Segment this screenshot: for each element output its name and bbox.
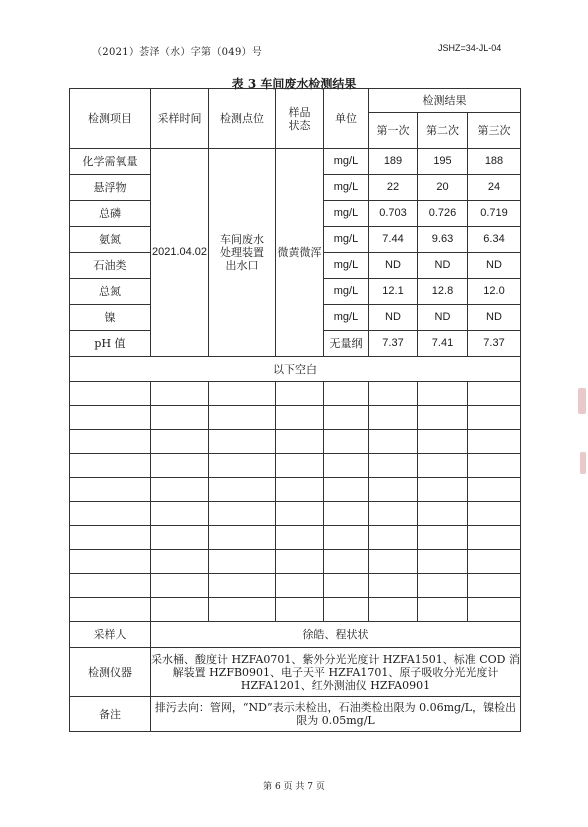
sample-location: 车间废水处理装置出水口: [209, 149, 276, 357]
result-2: ND: [418, 305, 468, 331]
result-1: 12.1: [369, 279, 418, 305]
result-2: ND: [418, 253, 468, 279]
item-name: 化学需氧量: [70, 149, 151, 175]
result-1: 22: [369, 175, 418, 201]
result-3: 12.0: [468, 279, 521, 305]
result-2: 20: [418, 175, 468, 201]
result-2: 12.8: [418, 279, 468, 305]
result-1: 7.44: [369, 227, 418, 253]
result-3: 188: [468, 149, 521, 175]
stamp-edge-mark: [578, 388, 586, 414]
empty-row: [70, 574, 521, 598]
form-code: JSHZ=34-JL-04: [438, 43, 502, 53]
result-1: 0.703: [369, 201, 418, 227]
sampler-label: 采样人: [70, 622, 151, 648]
item-name: 氨氮: [70, 227, 151, 253]
header-sample-state: 样品状态: [276, 89, 324, 149]
item-name: 悬浮物: [70, 175, 151, 201]
remarks-label: 备注: [70, 697, 151, 732]
result-1: 7.37: [369, 331, 418, 357]
stamp-edge-mark: [580, 452, 586, 474]
doc-number: （2021）荟泽（水）字第（049）号: [92, 47, 263, 58]
empty-row: [70, 454, 521, 478]
wastewater-results-table: [69, 88, 521, 732]
unit-cell: mg/L: [324, 253, 369, 279]
header-item: 检测项目: [70, 89, 151, 149]
result-3: 6.34: [468, 227, 521, 253]
result-2: 0.726: [418, 201, 468, 227]
sample-state: 微黄微浑: [276, 149, 324, 357]
table-row: [70, 149, 521, 175]
blank-note: 以下空白: [70, 357, 521, 382]
instruments-value: 采水桶、酸度计 HZFA0701、紫外分光光度计 HZFA1501、标准 COD 消解装置 HZFB0901、电子天平 HZFA1701、原子吸收分光光度计 HZFA1201、红外测油仪 HZFA0901: [151, 648, 521, 697]
header-first: 第一次: [369, 113, 418, 149]
result-3: ND: [468, 253, 521, 279]
unit-cell: 无量纲: [324, 331, 369, 357]
result-3: 24: [468, 175, 521, 201]
empty-row: [70, 598, 521, 622]
unit-cell: mg/L: [324, 279, 369, 305]
item-name: pH 值: [70, 331, 151, 357]
result-1: 189: [369, 149, 418, 175]
unit-cell: mg/L: [324, 227, 369, 253]
header-unit: 单位: [324, 89, 369, 149]
result-1: ND: [369, 253, 418, 279]
empty-row: [70, 382, 521, 406]
result-2: 195: [418, 149, 468, 175]
empty-row: [70, 406, 521, 430]
empty-row: [70, 478, 521, 502]
header-sample-time: 采样时间: [151, 89, 209, 149]
result-2: 9.63: [418, 227, 468, 253]
page-footer: 第 6 页 共 7 页: [263, 782, 325, 792]
instruments-label: 检测仪器: [70, 648, 151, 697]
header-results: 检测结果: [369, 89, 521, 113]
sample-time: 2021.04.02: [151, 149, 209, 357]
unit-cell: mg/L: [324, 149, 369, 175]
header-location: 检测点位: [209, 89, 276, 149]
item-name: 镍: [70, 305, 151, 331]
header-second: 第二次: [418, 113, 468, 149]
result-2: 7.41: [418, 331, 468, 357]
result-3: 0.719: [468, 201, 521, 227]
item-name: 石油类: [70, 253, 151, 279]
item-name: 总氮: [70, 279, 151, 305]
empty-row: [70, 502, 521, 526]
empty-row: [70, 430, 521, 454]
empty-row: [70, 526, 521, 550]
result-1: ND: [369, 305, 418, 331]
unit-cell: mg/L: [324, 305, 369, 331]
header-third: 第三次: [468, 113, 521, 149]
result-3: 7.37: [468, 331, 521, 357]
remarks-value: 排污去向：管网，“ND”表示未检出，石油类检出限为 0.06mg/L，镍检出限为 0.05mg/L: [151, 697, 521, 732]
table-title: 表 3 车间废水检测结果: [231, 77, 357, 91]
unit-cell: mg/L: [324, 175, 369, 201]
sampler-value: 徐皓、程状状: [151, 622, 521, 648]
empty-row: [70, 550, 521, 574]
result-3: ND: [468, 305, 521, 331]
unit-cell: mg/L: [324, 201, 369, 227]
item-name: 总磷: [70, 201, 151, 227]
